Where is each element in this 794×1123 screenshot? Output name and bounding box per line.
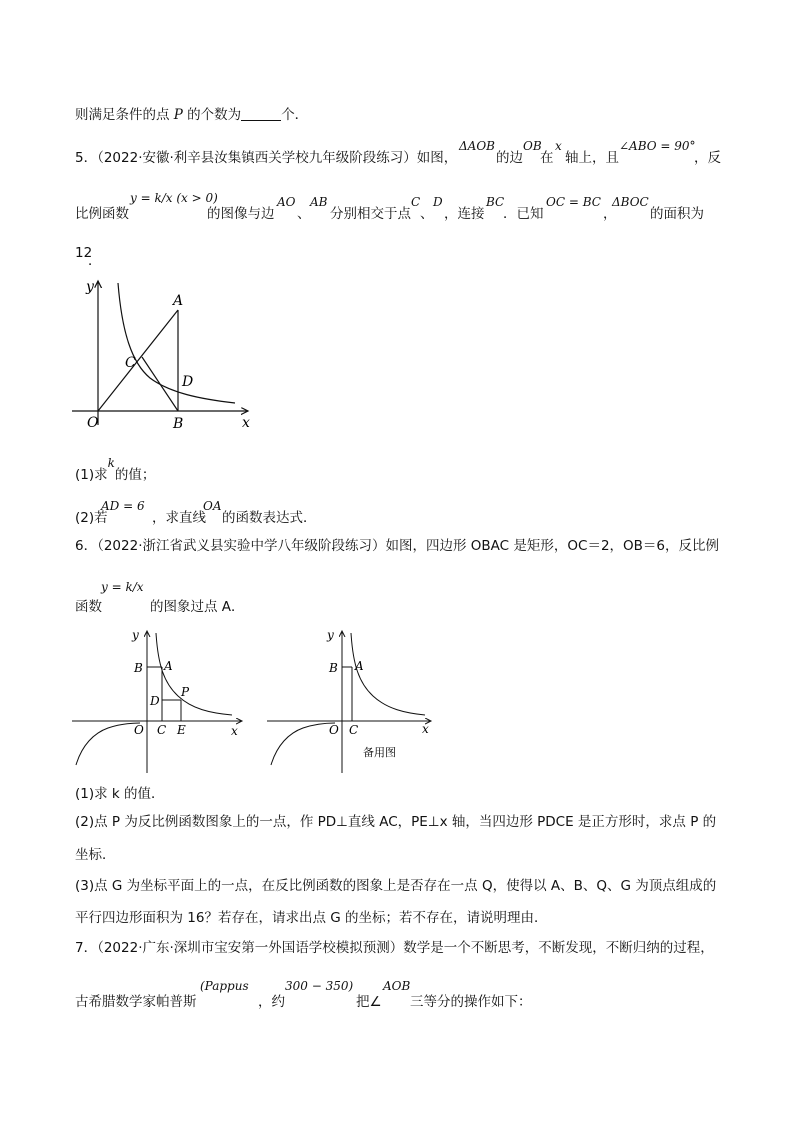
label-x: x xyxy=(422,722,429,736)
q6-line2-pre: 函数 xyxy=(75,599,102,615)
q7-line2-b: 把∠ xyxy=(356,994,382,1010)
q5-line2-text-b: 分别相交于点 xyxy=(330,206,411,222)
q5-math-ob: OB xyxy=(523,139,542,153)
q4-text-2: 的个数为 xyxy=(182,107,242,123)
q5-source: （2022·安徽·利辛县汝集镇西关学校九年级阶段练习） xyxy=(97,150,417,166)
q5-number: 5． xyxy=(75,150,98,166)
q5-text-5: ，反 xyxy=(694,150,721,166)
q5-sub1-pre: (1)求 xyxy=(75,467,108,483)
q5-figure xyxy=(70,275,260,435)
label-d: D xyxy=(182,374,194,390)
q7-line2-c: 三等分的操作如下： xyxy=(410,994,532,1010)
segment-oa xyxy=(98,310,178,411)
label-x: x xyxy=(231,724,238,738)
segment-bc xyxy=(142,357,178,411)
q6-sub2-line2: 坐标． xyxy=(75,847,116,863)
q6-sub3-line2: 平行四边形面积为 16？若存在，请求出点 G 的坐标；若不存在，请说明理由． xyxy=(75,910,548,926)
q5-sub2-cond: AD = 6 xyxy=(101,499,145,513)
label-d: D xyxy=(150,694,160,708)
q5-math-ao: AO xyxy=(277,195,296,209)
q6-number: 6． xyxy=(75,538,98,554)
q5-line2-text-d: ．已知 xyxy=(503,206,544,222)
figure-caption: 备用图 xyxy=(363,746,396,759)
q5-line1 xyxy=(75,152,457,166)
label-c: C xyxy=(349,723,359,737)
q6-line2-post: 的图象过点 A． xyxy=(150,599,245,615)
q5-math-triangle: ΔAOB xyxy=(459,139,495,153)
q5-sep-2: 、 xyxy=(420,206,434,222)
label-b: B xyxy=(134,661,143,675)
label-y: y xyxy=(86,279,94,295)
label-x: x xyxy=(242,415,250,431)
label-b: B xyxy=(329,661,338,675)
label-b: B xyxy=(173,416,184,432)
var-p: P xyxy=(173,107,183,123)
q5-sub1-post: 的值； xyxy=(114,467,156,483)
q5-text: 如图， xyxy=(416,150,458,166)
q5-sub2-var: OA xyxy=(203,499,222,513)
label-c: C xyxy=(157,723,167,737)
q7-math-pappus: (Pappus xyxy=(200,979,249,993)
q7-math-aob: AOB xyxy=(383,979,411,993)
q5-math-x: x xyxy=(555,139,562,153)
q4-suffix: 个． xyxy=(281,107,309,123)
q5-line2-text-a: 的图像与边 xyxy=(207,206,275,222)
q7-number: 7． xyxy=(75,940,98,956)
q5-math-d: D xyxy=(433,195,443,209)
label-o: O xyxy=(329,723,339,737)
label-p: P xyxy=(181,685,190,699)
label-o: O xyxy=(87,415,99,431)
q5-period: ． xyxy=(88,253,102,269)
q5-area-value: 12 xyxy=(75,245,93,261)
q5-line2-text-c: ，连接 xyxy=(444,206,485,222)
q5-math-c: C xyxy=(411,195,421,209)
q5-math-eq: OC = BC xyxy=(546,195,601,209)
q6-sub2-line1: (2)点 P 为反比例函数图象上的一点，作 PD⊥直线 AC，PE⊥x 轴，当四边形 PDCE 是正方形时，求点 P 的 xyxy=(75,814,717,830)
q6-math-function: y = k/x xyxy=(101,580,144,594)
hyperbola-branch-3 xyxy=(271,723,335,765)
q5-sub1 xyxy=(75,456,156,483)
q5-text-3: 在 xyxy=(540,150,554,166)
q5-math-function: y = k/x (x > 0) xyxy=(130,191,218,205)
q5-sep: 、 xyxy=(297,206,311,222)
hyperbola-branch-1 xyxy=(351,633,425,715)
q6-figure-2 xyxy=(265,625,440,775)
q5-text-4: 轴上，且 xyxy=(565,150,619,166)
q5-line2-text-f: 的面积为 xyxy=(650,206,704,222)
q7-math-years: 300 − 350) xyxy=(285,979,354,993)
q5-line2-text-e: ， xyxy=(603,206,617,222)
q7-line2-a: ，约 xyxy=(258,994,285,1010)
hyperbola-branch-3 xyxy=(76,723,140,765)
q5-sub2-pre: (2)若 xyxy=(75,510,108,526)
hyperbola-branch-1 xyxy=(156,633,232,715)
q6-figure-1 xyxy=(70,625,245,775)
label-c: C xyxy=(125,355,136,371)
q7-line1 xyxy=(75,942,714,956)
q5-line2-text: 比例函数 xyxy=(75,206,129,222)
label-a: A xyxy=(173,293,184,309)
q5-math-triangle-2: ΔBOC xyxy=(612,195,649,209)
q5-math-ab: AB xyxy=(310,195,328,209)
q6-sub1: (1)求 k 的值． xyxy=(75,786,165,802)
label-o: O xyxy=(134,723,144,737)
q5-math-bc: BC xyxy=(486,195,505,209)
q7-line2-pre: 古希腊数学家帕普斯 xyxy=(75,994,197,1010)
q6-source: （2022·浙江省武义县实验中学八年级阶段练习） xyxy=(97,538,386,554)
q7-text: 数学是一个不断思考，不断发现，不断归纳的过程， xyxy=(403,940,714,956)
q7-source: （2022·广东·深圳市宝安第一外国语学校模拟预测） xyxy=(97,940,404,956)
label-a: A xyxy=(164,659,173,673)
q6-line1 xyxy=(75,540,719,554)
answer-blank[interactable] xyxy=(241,108,281,121)
q4-text: 则满足条件的点 xyxy=(75,107,174,123)
q6-text: 如图，四边形 OBAC 是矩形，OC＝2，OB＝6，反比例 xyxy=(385,538,720,554)
q5-text-2: 的边 xyxy=(496,150,523,166)
q5-sub2-post: 的函数表达式． xyxy=(222,510,317,526)
q6-sub3-line1: (3)点 G 为坐标平面上的一点，在反比例函数的图象上是否存在一点 Q，使得以 A、B、Q、G 为顶点组成的 xyxy=(75,878,717,894)
label-y: y xyxy=(132,628,139,642)
label-y: y xyxy=(327,628,334,642)
q5-sub2-mid: ，求直线 xyxy=(152,510,206,526)
q5-sub1-var: k xyxy=(107,456,115,470)
q4-tail xyxy=(75,108,308,123)
q5-math-angle: ∠ABO = 90° xyxy=(619,139,696,153)
label-e: E xyxy=(177,723,186,737)
label-a: A xyxy=(355,659,364,673)
